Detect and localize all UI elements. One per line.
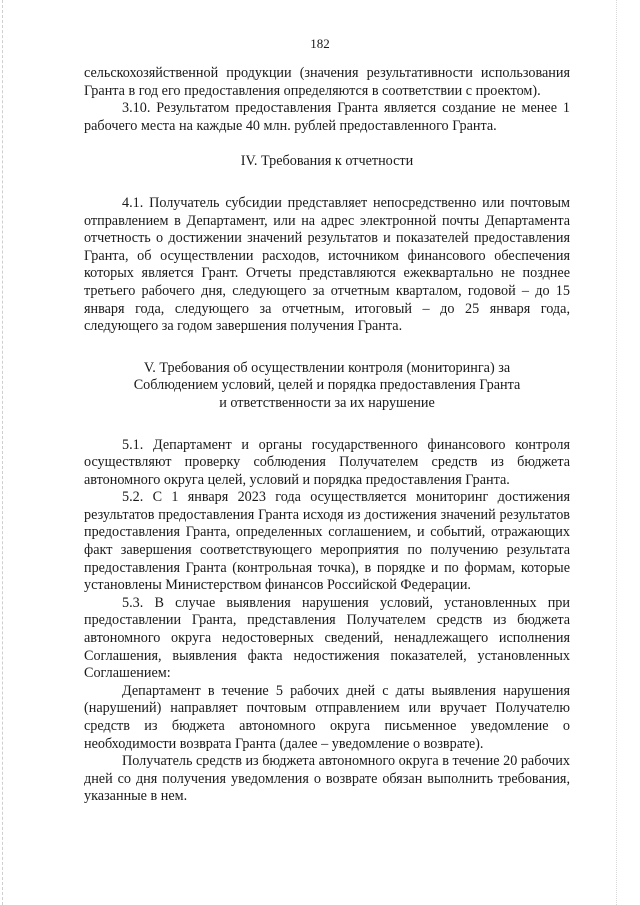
paragraph-4-1: 4.1. Получатель субсидии представляет непосредственно или почтовым отправлением в Департамент, или на адрес электронной почты Департамента отчетность о достижении значений результатов и показателей предоставления Гранта, об осуществлении расходов, источником финансового обеспечения которых является Грант. Отчеты представляются ежеквартально не позднее третьего рабочего дня, следующего за отчетным кварталом, годовой – до 15 января года, следующего за отчетным, итоговый – до 25 января года, следующего за годом завершения получения Гранта. xyxy=(84,194,570,335)
scan-edge-right xyxy=(616,0,618,905)
paragraph-5-3: 5.3. В случае выявления нарушения условий, установленных при предоставлении Гранта, представления Получателем средств из бюджета автономного округа недостоверных сведений, ненадлежащего исполнения Соглашения, выявления факта недостижения показателей, установленных Соглашением: xyxy=(84,594,570,682)
section-iv-heading: IV. Требования к отчетности xyxy=(240,153,414,170)
page-number: 182 xyxy=(310,36,330,51)
paragraph-5-2: 5.2. С 1 января 2023 года осуществляется мониторинг достижения результатов предоставления Гранта исходя из достижения значений результатов предоставления Гранта, определенных соглашением, и событий, отражающих факт завершения соответствующего мероприятия по получению результата предоставления Гранта (контрольная точка), в порядке и по формам, которые установлены Министерством финансов Российской Федерации. xyxy=(84,489,570,594)
document-body xyxy=(84,65,570,806)
paragraph-notice: Департамент в течение 5 рабочих дней с даты выявления нарушения (нарушений) направляет почтовым отправлением или вручает Получателю средств из бюджета автономного округа письменное уведомление о необходимости возврата Гранта (далее – уведомление о возврате). xyxy=(84,682,570,752)
section-v-heading-line-3: и ответственности за их нарушение xyxy=(219,394,435,411)
paragraph-5-1: 5.1. Департамент и органы государственного финансового контроля осуществляют проверку соблюдения Получателем средств из бюджета автономного округа целей, условий и порядка предоставления Гранта. xyxy=(84,436,570,488)
paragraph-continuation: сельскохозяйственной продукции (значения результативности использования Гранта в год его предоставления определяются в соответствии с проектом). xyxy=(84,65,570,99)
paragraph-3-10: 3.10. Результатом предоставления Гранта является создание не менее 1 рабочего места на каждые 40 млн. рублей предоставленного Гранта. xyxy=(84,100,570,134)
section-v-heading xyxy=(84,360,570,413)
section-v-heading-line-1: V. Требования об осуществлении контроля (мониторинга) за xyxy=(143,359,511,376)
section-v-heading-line-2: Соблюдением условий, целей и порядка предоставления Гранта xyxy=(133,377,521,394)
scan-edge-left xyxy=(2,0,4,905)
paragraph-repayment: Получатель средств из бюджета автономного округа в течение 20 рабочих дней со дня получения уведомления о возврате обязан выполнить требования, указанные в нем. xyxy=(84,753,570,805)
